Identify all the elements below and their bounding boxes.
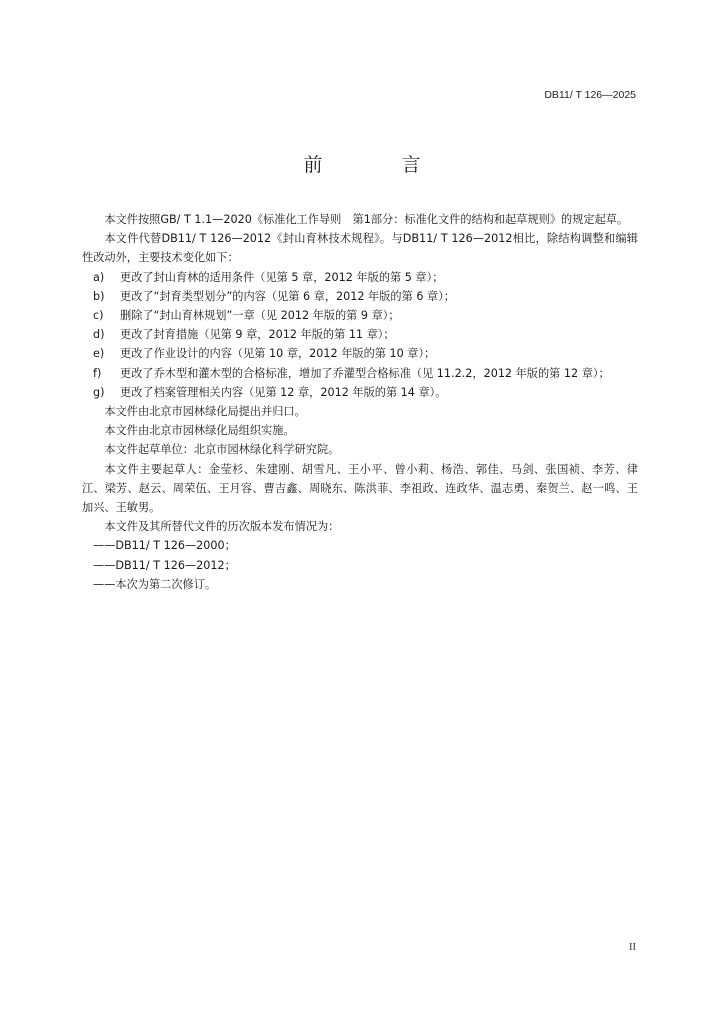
list-item xyxy=(82,287,638,306)
history-list xyxy=(82,536,638,594)
list-item xyxy=(82,268,638,287)
list-marker: b) xyxy=(93,289,105,303)
list-item-text: 更改了“封育类型划分”的内容（见第 6 章，2012 年版的第 6 章）； xyxy=(120,289,455,303)
list-item-text: 删除了“封山育林规划”一章（见 2012 年版的第 9 章）； xyxy=(120,309,400,323)
list-marker: c) xyxy=(93,309,104,323)
history-item: ——DB11/ T 126—2000； xyxy=(93,539,236,553)
list-marker: e) xyxy=(93,347,105,361)
paragraph-organized: 本文件由北京市园林绿化局组织实施。 xyxy=(104,424,295,438)
list-item-text: 更改了封山育林的适用条件（见第 5 章，2012 年版的第 5 章）； xyxy=(120,270,444,284)
paragraph-drafters: 本文件主要起草人：金莹杉、朱建刚、胡雪凡、王小平、曾小莉、杨浩、郭佳、马剑、张国祯、李芳、律江、梁芳、赵云、周荣伍、王月容、曹吉鑫、周晓东、陈洪菲、李祖政、连政华、温志勇、秦贺兰、赵一鸣、王加兴、王敏男。 xyxy=(82,462,638,515)
foreword-body xyxy=(82,210,638,594)
list-item xyxy=(82,364,638,383)
list-marker: f) xyxy=(93,366,102,380)
changes-list xyxy=(82,268,638,402)
paragraph-history-intro: 本文件及其所替代文件的历次版本发布情况为： xyxy=(104,520,340,534)
page-number: II xyxy=(629,942,636,953)
paragraph-proposed: 本文件由北京市园林绿化局提出并归口。 xyxy=(104,405,306,419)
list-marker: g) xyxy=(93,385,105,399)
list-item xyxy=(82,383,638,402)
paragraph-drafting-unit: 本文件起草单位：北京市园林绿化科学研究院。 xyxy=(104,443,340,457)
list-item-text: 更改了作业设计的内容（见第 10 章，2012 年版的第 10 章）； xyxy=(120,347,436,361)
list-item xyxy=(82,306,638,325)
list-item xyxy=(82,325,638,344)
list-item xyxy=(82,344,638,363)
list-marker: d) xyxy=(93,328,105,342)
paragraph-drafting-rules: 本文件按照GB/ T 1.1—2020《标准化工作导则 第1部分：标准化文件的结构和起草规则》的规定起草。 xyxy=(104,213,629,226)
paragraph-replaces: 本文件代替DB11/ T 126—2012《封山育林技术规程》。与DB11/ T 126—2012相比，除结构调整和编辑性改动外，主要技术变化如下： xyxy=(82,232,638,265)
list-item-text: 更改了封育措施（见第 9 章，2012 年版的第 11 章）； xyxy=(120,328,395,342)
history-item: ——本次为第二次修订。 xyxy=(93,577,217,591)
page-title: 前 言 xyxy=(303,154,451,176)
history-item: ——DB11/ T 126—2012； xyxy=(93,558,236,572)
standard-code: DB11/ T 126—2025 xyxy=(544,89,636,101)
list-marker: a) xyxy=(93,270,105,284)
list-item-text: 更改了乔木型和灌木型的合格标准，增加了乔灌型合格标准（见 11.2.2，2012 年版的第 12 章）； xyxy=(120,366,610,380)
list-item-text: 更改了档案管理相关内容（见第 12 章，2012 年版的第 14 章）。 xyxy=(120,385,447,399)
